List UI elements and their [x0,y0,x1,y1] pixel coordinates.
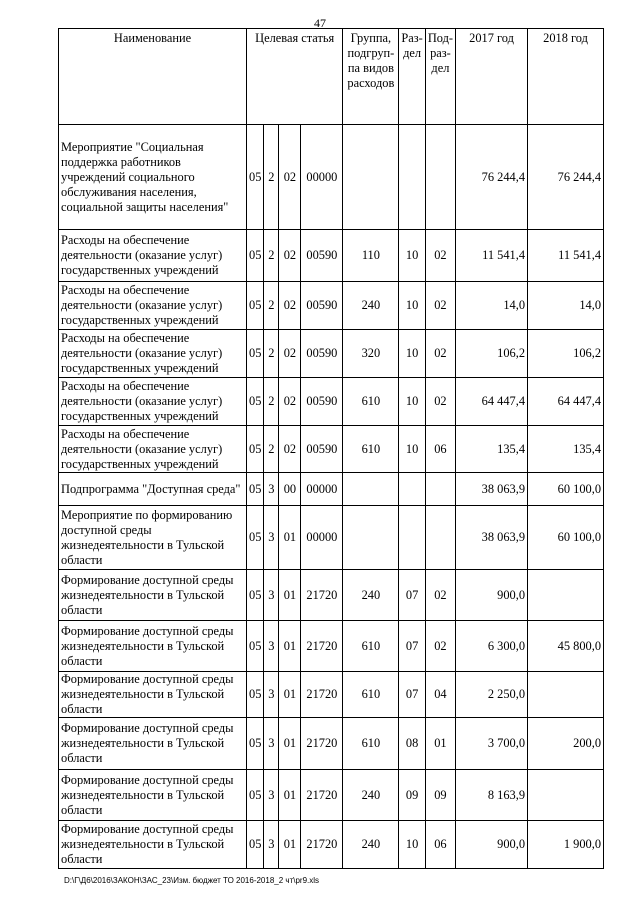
cell-c3: 01 [279,570,301,621]
cell-y2017: 135,4 [456,426,528,473]
table-row [59,621,604,672]
cell-name: Формирование доступной среды жизнедеятельности в Тульской области [59,821,247,869]
cell-y2017: 64 447,4 [456,378,528,426]
cell-y2017: 6 300,0 [456,621,528,672]
header-name: Наименование [59,29,247,125]
cell-section: 07 [399,621,425,672]
cell-c1: 05 [247,473,264,506]
cell-c3: 01 [279,621,301,672]
cell-y2017: 76 244,4 [456,125,528,230]
cell-section: 09 [399,770,425,821]
cell-y2018: 76 244,4 [528,125,604,230]
cell-c2: 2 [264,330,279,378]
cell-name: Расходы на обеспечение деятельности (оказание услуг) государственных учреждений [59,282,247,330]
cell-name: Расходы на обеспечение деятельности (оказание услуг) государственных учреждений [59,426,247,473]
cell-y2018: 14,0 [528,282,604,330]
cell-c3: 01 [279,718,301,770]
cell-group: 240 [343,821,399,869]
cell-c4: 21720 [301,821,343,869]
cell-y2018 [528,770,604,821]
cell-c3: 02 [279,378,301,426]
table-body [59,125,604,869]
cell-c1: 05 [247,672,264,718]
cell-name: Расходы на обеспечение деятельности (оказание услуг) государственных учреждений [59,230,247,282]
cell-c4: 21720 [301,621,343,672]
cell-section: 10 [399,230,425,282]
table-row [59,570,604,621]
cell-y2018: 60 100,0 [528,473,604,506]
cell-group: 320 [343,330,399,378]
cell-c2: 3 [264,621,279,672]
cell-group: 240 [343,282,399,330]
cell-name: Расходы на обеспечение деятельности (оказание услуг) государственных учреждений [59,378,247,426]
table-row [59,473,604,506]
cell-c2: 3 [264,770,279,821]
cell-c2: 3 [264,506,279,570]
cell-section: 10 [399,426,425,473]
table-row [59,821,604,869]
cell-c1: 05 [247,230,264,282]
cell-c3: 01 [279,506,301,570]
cell-c2: 3 [264,718,279,770]
cell-c1: 05 [247,718,264,770]
cell-subsection: 02 [425,330,455,378]
cell-c2: 2 [264,230,279,282]
cell-c1: 05 [247,378,264,426]
cell-c2: 2 [264,125,279,230]
cell-c3: 02 [279,330,301,378]
cell-name: Формирование доступной среды жизнедеятельности в Тульской области [59,621,247,672]
cell-y2018: 106,2 [528,330,604,378]
cell-c2: 3 [264,821,279,869]
cell-c4: 21720 [301,570,343,621]
cell-subsection [425,125,455,230]
cell-y2018: 64 447,4 [528,378,604,426]
cell-c3: 02 [279,230,301,282]
cell-y2017: 3 700,0 [456,718,528,770]
cell-c4: 00590 [301,378,343,426]
cell-c1: 05 [247,125,264,230]
cell-group [343,473,399,506]
cell-c4: 00590 [301,426,343,473]
cell-group: 110 [343,230,399,282]
cell-name: Формирование доступной среды жизнедеятельности в Тульской области [59,770,247,821]
table-row [59,770,604,821]
cell-section [399,506,425,570]
cell-c1: 05 [247,621,264,672]
cell-c1: 05 [247,282,264,330]
table-row [59,125,604,230]
cell-c3: 01 [279,770,301,821]
cell-subsection [425,506,455,570]
cell-c2: 2 [264,282,279,330]
budget-table [58,28,604,869]
file-path-footer: D:\Г\Д6\2016\ЗАКОН\ЗАС_23\Изм. бюджет ТО 2016-2018_2 чт\pr9.xls [64,876,320,885]
cell-c3: 01 [279,821,301,869]
cell-group: 610 [343,426,399,473]
cell-y2017: 38 063,9 [456,506,528,570]
cell-name: Подпрограмма "Доступная среда" [59,473,247,506]
cell-c1: 05 [247,770,264,821]
cell-y2018: 45 800,0 [528,621,604,672]
cell-y2017: 38 063,9 [456,473,528,506]
cell-c3: 02 [279,125,301,230]
cell-c3: 02 [279,282,301,330]
cell-section: 10 [399,330,425,378]
cell-c4: 00000 [301,506,343,570]
cell-y2017: 14,0 [456,282,528,330]
cell-section: 07 [399,672,425,718]
table-row [59,330,604,378]
cell-group [343,506,399,570]
cell-y2018: 135,4 [528,426,604,473]
cell-y2017: 8 163,9 [456,770,528,821]
table-row [59,230,604,282]
header-2017: 2017 год [456,29,528,125]
cell-subsection: 02 [425,378,455,426]
table-row [59,282,604,330]
table-row [59,426,604,473]
cell-c1: 05 [247,570,264,621]
cell-c2: 3 [264,473,279,506]
cell-c4: 21720 [301,672,343,718]
cell-name: Расходы на обеспечение деятельности (оказание услуг) государственных учреждений [59,330,247,378]
header-section: Раз-дел [399,29,425,125]
cell-y2018: 60 100,0 [528,506,604,570]
cell-section [399,125,425,230]
cell-y2018 [528,672,604,718]
cell-c3: 01 [279,672,301,718]
cell-section: 07 [399,570,425,621]
cell-group [343,125,399,230]
cell-subsection: 01 [425,718,455,770]
cell-c1: 05 [247,426,264,473]
table-row [59,672,604,718]
cell-c1: 05 [247,330,264,378]
cell-c4: 00590 [301,230,343,282]
cell-group: 610 [343,718,399,770]
cell-c4: 00000 [301,473,343,506]
header-subsection: Под-раз-дел [425,29,455,125]
cell-y2018: 200,0 [528,718,604,770]
cell-name: Мероприятие по формированию доступной среды жизнедеятельности в Тульской области [59,506,247,570]
cell-section: 10 [399,378,425,426]
page-number: 47 [314,16,326,30]
cell-group: 610 [343,378,399,426]
cell-y2018 [528,570,604,621]
table-header-row [59,29,604,125]
table-row [59,718,604,770]
cell-name: Мероприятие "Социальная поддержка работников учреждений социального обслуживания населения, социальной защиты населения" [59,125,247,230]
cell-y2018: 1 900,0 [528,821,604,869]
cell-subsection: 06 [425,821,455,869]
cell-subsection: 02 [425,230,455,282]
header-2018: 2018 год [528,29,604,125]
table-row [59,378,604,426]
cell-y2017: 900,0 [456,821,528,869]
cell-section [399,473,425,506]
cell-section: 10 [399,282,425,330]
cell-name: Формирование доступной среды жизнедеятельности в Тульской области [59,570,247,621]
cell-subsection: 09 [425,770,455,821]
header-group: Группа, подгруп-па видов расходов [343,29,399,125]
cell-c2: 2 [264,378,279,426]
cell-y2017: 900,0 [456,570,528,621]
cell-c2: 3 [264,570,279,621]
cell-c1: 05 [247,821,264,869]
cell-c4: 00590 [301,282,343,330]
cell-c3: 02 [279,426,301,473]
table-row [59,506,604,570]
cell-c4: 00590 [301,330,343,378]
cell-subsection: 02 [425,282,455,330]
cell-c1: 05 [247,506,264,570]
cell-subsection: 02 [425,570,455,621]
cell-name: Формирование доступной среды жизнедеятельности в Тульской области [59,718,247,770]
cell-c2: 3 [264,672,279,718]
cell-group: 240 [343,570,399,621]
cell-y2018: 11 541,4 [528,230,604,282]
cell-group: 610 [343,672,399,718]
cell-subsection: 02 [425,621,455,672]
cell-group: 240 [343,770,399,821]
cell-c4: 00000 [301,125,343,230]
cell-subsection [425,473,455,506]
cell-subsection: 04 [425,672,455,718]
cell-c4: 21720 [301,718,343,770]
cell-c4: 21720 [301,770,343,821]
cell-section: 08 [399,718,425,770]
cell-y2017: 11 541,4 [456,230,528,282]
cell-c2: 2 [264,426,279,473]
cell-y2017: 106,2 [456,330,528,378]
cell-section: 10 [399,821,425,869]
cell-group: 610 [343,621,399,672]
header-target-article: Целевая статья [247,29,343,125]
cell-y2017: 2 250,0 [456,672,528,718]
cell-c3: 00 [279,473,301,506]
cell-subsection: 06 [425,426,455,473]
cell-name: Формирование доступной среды жизнедеятельности в Тульской области [59,672,247,718]
